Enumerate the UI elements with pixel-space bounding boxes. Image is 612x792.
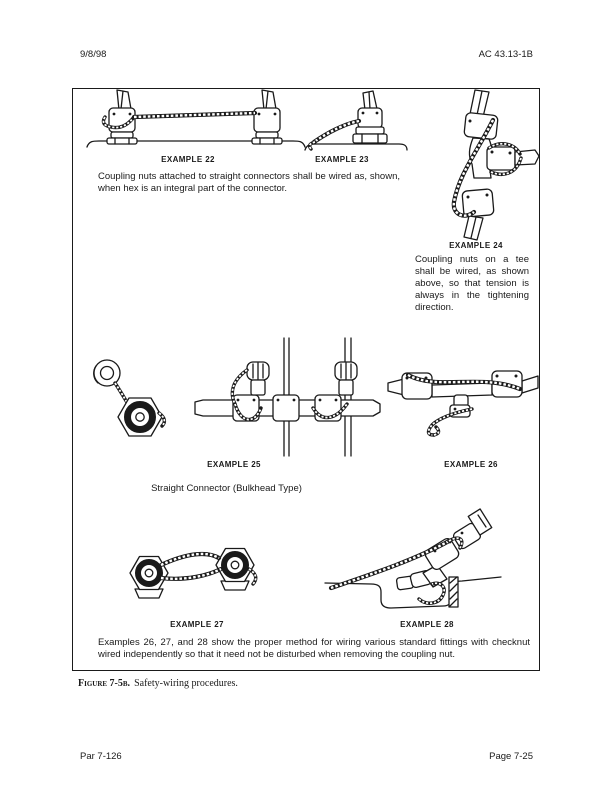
note-straight-connectors: Coupling nuts attached to straight connectors shall be wired as, shown, when hex is an integral part of the connector. (98, 171, 400, 194)
page-header (80, 49, 533, 60)
figure-caption-text: Safety-wiring procedures. (134, 678, 238, 689)
figure-frame (72, 88, 540, 671)
figure-caption (78, 678, 238, 689)
example-25-checknut-illustration (85, 357, 175, 445)
example-23-label: EXAMPLE 23 (315, 155, 369, 164)
header-doc-number: AC 43.13-1B (478, 49, 533, 60)
example-26-label: EXAMPLE 26 (444, 460, 498, 469)
header-date: 9/8/98 (80, 49, 107, 60)
bulkhead-subtitle: Straight Connector (Bulkhead Type) (151, 483, 302, 494)
page-footer (80, 751, 533, 762)
note-standard-fittings: Examples 26, 27, and 28 show the proper method for wiring various standard fittings with checknut wired independently so that it need not be disturbed when removing the coupling nut. (98, 637, 530, 660)
footer-paragraph-ref: Par 7-126 (80, 751, 122, 762)
figure-caption-number: Figure 7-5b. (78, 678, 131, 689)
note-tee: Coupling nuts on a tee shall be wired, as shown above, so that tension is always in the tightening direction. (415, 254, 529, 313)
example-22-illustration (81, 90, 311, 150)
example-22-label: EXAMPLE 22 (161, 155, 215, 164)
example-23-illustration (301, 91, 413, 153)
example-24-label: EXAMPLE 24 (449, 241, 503, 250)
example-25-label: EXAMPLE 25 (207, 460, 261, 469)
example-28-label: EXAMPLE 28 (400, 620, 454, 629)
example-28-illustration (323, 511, 503, 613)
example-27-label: EXAMPLE 27 (170, 620, 224, 629)
example-25-bulkhead-illustration (195, 338, 380, 456)
footer-page-number: Page 7-25 (489, 751, 533, 762)
example-27-illustration (115, 539, 275, 603)
example-24-illustration (423, 90, 541, 240)
example-26-illustration (388, 355, 538, 443)
